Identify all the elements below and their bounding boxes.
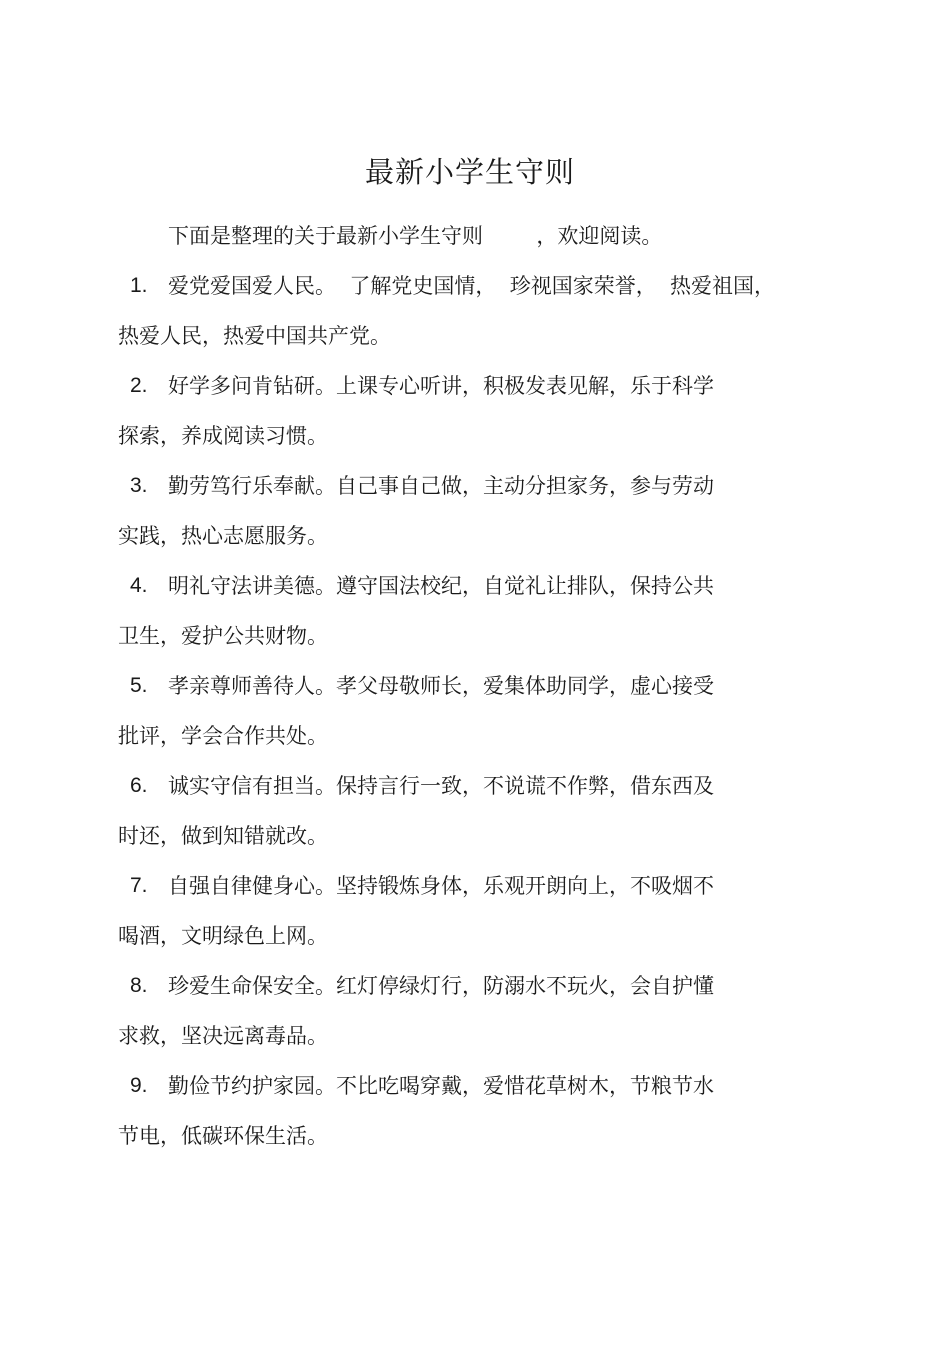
rule-number: 2. (130, 374, 148, 397)
rule-line: 明礼守法讲美德。遵守国法校纪，自觉礼让排队，保持公共 (168, 574, 714, 598)
rule-line: 探索，养成阅读习惯。 (118, 424, 328, 448)
rule-line: 好学多问肯钻研。上课专心听讲，积极发表见解，乐于科学 (168, 374, 714, 398)
rule-line: 热爱人民，热爱中国共产党。 (118, 324, 391, 348)
rule-line: 喝酒，文明绿色上网。 (118, 924, 328, 948)
rule-line: 孝亲尊师善待人。孝父母敬师长，爱集体助同学，虚心接受 (168, 674, 714, 698)
rule-line: 实践，热心志愿服务。 (118, 524, 328, 548)
rule-line: 诚实守信有担当。保持言行一致，不说谎不作弊，借东西及 (168, 774, 714, 798)
rule-line: 时还，做到知错就改。 (118, 824, 328, 848)
rule-number: 1. (130, 274, 148, 297)
rule-line: 自强自律健身心。坚持锻炼身体，乐观开朗向上，不吸烟不 (168, 874, 714, 898)
rule-number: 4. (130, 574, 148, 597)
document-title: 最新小学生守则 (364, 155, 575, 189)
rule-number: 6. (130, 774, 148, 797)
rule-line: 珍爱生命保安全。红灯停绿灯行，防溺水不玩火，会自护懂 (168, 974, 714, 998)
rule-number: 3. (130, 474, 148, 497)
rule-number: 7. (130, 874, 148, 897)
rule-number: 8. (130, 974, 148, 997)
rule-line: 求救，坚决远离毒品。 (118, 1024, 328, 1048)
intro-paragraph: 下面是整理的关于最新小学生守则 ，欢迎阅读。 (168, 224, 663, 248)
rule-line: 卫生，爱护公共财物。 (118, 624, 328, 648)
rule-line: 节电，低碳环保生活。 (118, 1124, 328, 1148)
rule-line: 批评，学会合作共处。 (118, 724, 328, 748)
rule-number: 9. (130, 1074, 148, 1097)
rule-line: 勤劳笃行乐奉献。自己事自己做，主动分担家务，参与劳动 (168, 474, 714, 498)
rule-number: 5. (130, 674, 148, 697)
rule-line: 勤俭节约护家园。不比吃喝穿戴，爱惜花草树木，节粮节水 (168, 1074, 714, 1098)
rule-line: 爱党爱国爱人民。 了解党史国情， 珍视国家荣誉， 热爱祖国， (168, 274, 776, 298)
